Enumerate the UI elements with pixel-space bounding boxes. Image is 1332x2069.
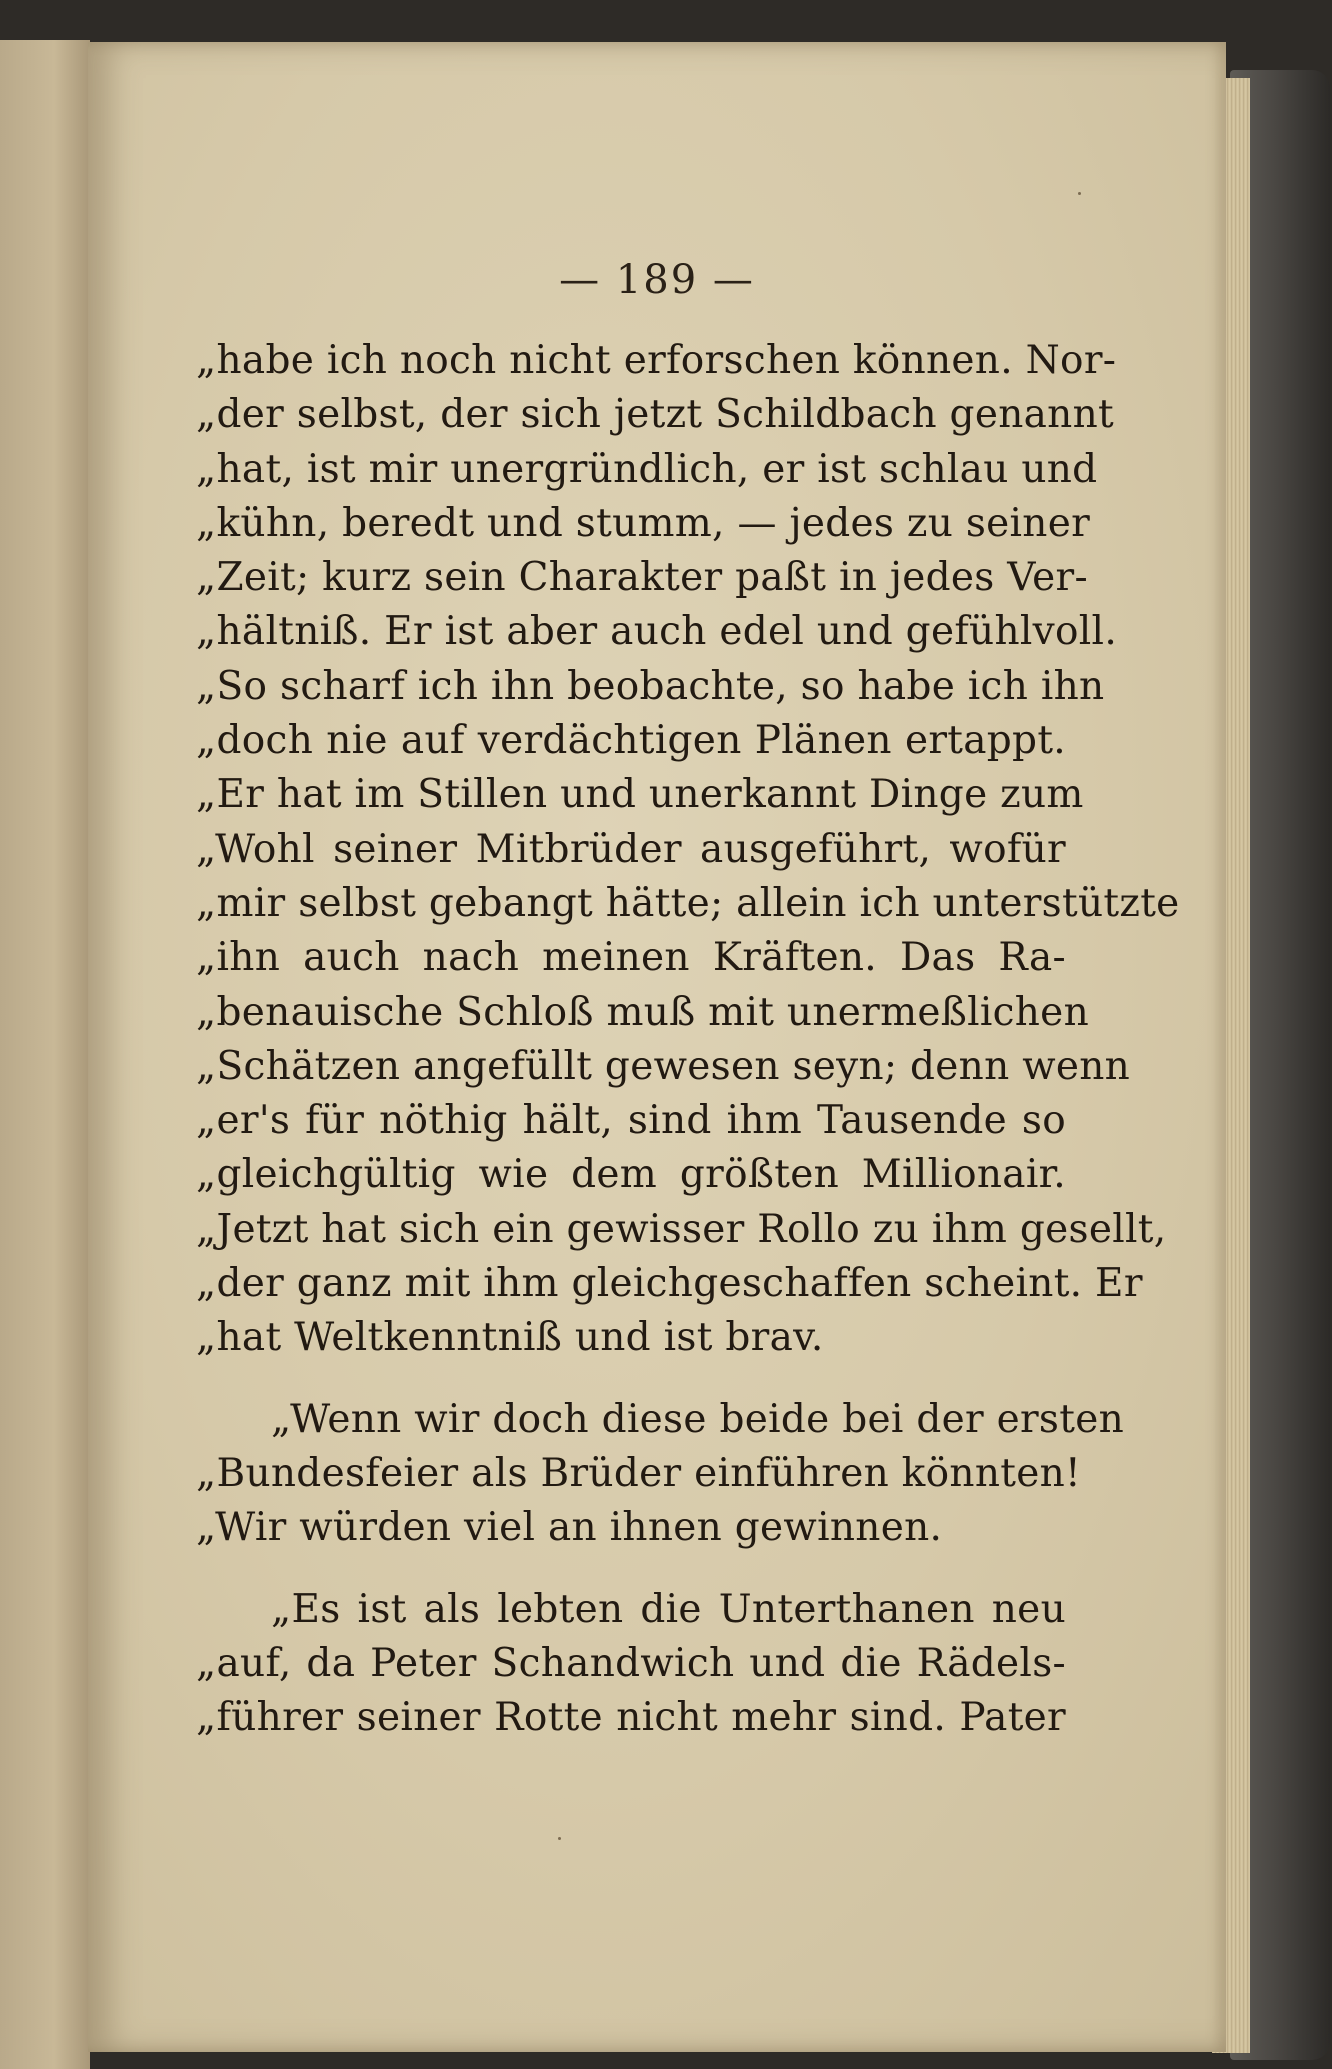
text-line: „führer seiner Rotte nicht mehr sind. Pater [196, 1695, 1066, 1741]
paragraph-3 [196, 1583, 1066, 1746]
text-line: „hat Weltkenntniß und ist brav. [196, 1315, 824, 1361]
text-line: „der ganz mit ihm gleichgeschaffen scheint. Er [196, 1261, 1143, 1307]
paper-speck [1078, 192, 1081, 195]
text-line: „Schätzen angefüllt gewesen seyn; denn wenn [196, 1043, 1131, 1089]
text-line: „hat, ist mir unergründlich, er ist schlau und [196, 446, 1098, 492]
paragraph-gap [196, 1556, 1066, 1583]
paper-speck [558, 1837, 561, 1840]
text-block [196, 334, 1180, 1745]
paragraph-2 [196, 1393, 1125, 1556]
paragraph-gap [196, 1366, 1066, 1393]
text-line: „Bundesfeier als Brüder einführen könnten! [196, 1450, 1081, 1496]
paragraph-1 [196, 334, 1180, 1366]
text-line: „mir selbst gebangt hätte; allein ich unterstützte [196, 880, 1180, 926]
text-line: „Es ist als lebten die Unterthanen neu [271, 1586, 1066, 1632]
text-line: „auf, da Peter Schandwich und die Rädels- [196, 1640, 1066, 1686]
text-line: „Wohl seiner Mitbrüder ausgeführt, wofür [196, 826, 1066, 872]
text-line: „benauische Schloß muß mit unermeßlichen [196, 989, 1089, 1035]
book-page [88, 42, 1226, 2052]
left-page-edge [0, 40, 90, 2069]
text-line: „hältniß. Er ist aber auch edel und gefühlvoll. [196, 609, 1118, 655]
text-line: „Wenn wir doch diese beide bei der ersten [271, 1396, 1125, 1442]
text-line: „habe ich noch nicht erforschen können. Nor- [196, 338, 1117, 383]
text-line: „So scharf ich ihn beobachte, so habe ich ihn [196, 663, 1105, 709]
text-line: „doch nie auf verdächtigen Plänen ertappt. [196, 718, 1066, 764]
text-line: „ihn auch nach meinen Kräften. Das Ra- [196, 935, 1066, 981]
text-line: „er's für nöthig hält, sind ihm Tausende so [196, 1098, 1066, 1144]
text-line: „Er hat im Stillen und unerkannt Dinge zum [196, 772, 1084, 818]
text-line: „Wir würden viel an ihnen gewinnen. [196, 1505, 943, 1551]
text-line: „kühn, beredt und stumm, — jedes zu seiner [196, 500, 1091, 546]
text-line: „Jetzt hat sich ein gewisser Rollo zu ihm gesellt, [196, 1206, 1167, 1252]
page-number: — 189 — [559, 257, 755, 303]
text-line: „Zeit; kurz sein Charakter paßt in jedes Ver- [196, 555, 1088, 601]
text-line: „der selbst, der sich jetzt Schildbach genannt [196, 392, 1114, 438]
text-line: „gleichgültig wie dem größten Millionair. [196, 1152, 1066, 1198]
